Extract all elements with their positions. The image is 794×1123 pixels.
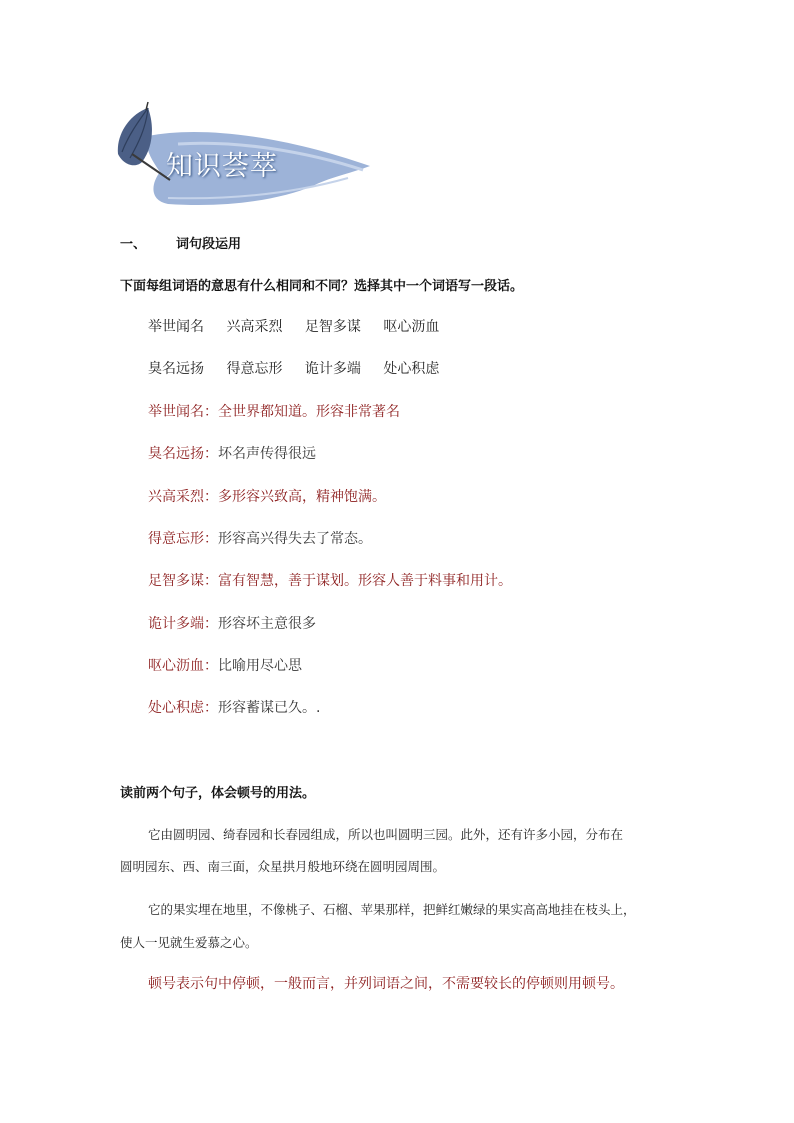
definition-term: 得意忘形： bbox=[148, 531, 218, 547]
word-item: 呕心沥血 bbox=[383, 319, 440, 335]
definition-term: 诡计多端： bbox=[148, 616, 218, 632]
section-banner bbox=[108, 96, 378, 216]
exercise-instruction: 读前两个句子，体会顿号的用法。 bbox=[120, 786, 316, 801]
word-group-row-2 bbox=[148, 358, 457, 378]
banner-title: 知识荟萃 bbox=[166, 151, 278, 182]
section-title: 词句段运用 bbox=[176, 237, 242, 252]
word-group-row-1 bbox=[148, 316, 457, 336]
word-item: 臭名远扬 bbox=[148, 361, 204, 377]
word-item: 处心积虑 bbox=[383, 361, 440, 377]
definition-term: 臭名远扬： bbox=[148, 446, 218, 462]
definition-term: 兴高采烈： bbox=[148, 489, 218, 505]
definition-meaning: 富有智慧，善于谋划。形容人善于料事和用计。 bbox=[218, 573, 512, 589]
example-sentence-line: 它的果实埋在地里，不像桃子、石榴、苹果那样，把鲜红嫩绿的果实高高地挂在枝头上， bbox=[148, 902, 636, 917]
word-item: 得意忘形 bbox=[226, 361, 283, 377]
word-item: 举世闻名 bbox=[148, 319, 204, 335]
word-item: 诡计多端 bbox=[304, 361, 361, 377]
definition-item bbox=[148, 528, 372, 548]
word-item: 兴高采烈 bbox=[226, 319, 283, 335]
definition-item bbox=[148, 570, 512, 590]
definition-term: 足智多谋： bbox=[148, 573, 218, 589]
definition-item bbox=[148, 401, 400, 421]
definition-term: 处心积虑： bbox=[148, 700, 218, 716]
definition-meaning: 坏名声传得很远 bbox=[218, 446, 316, 462]
definition-meaning: 形容坏主意很多 bbox=[218, 616, 316, 632]
example-sentence-line: 它由圆明园、绮春园和长春园组成，所以也叫圆明三园。此外，还有许多小园，分布在 bbox=[148, 827, 624, 842]
definition-term: 举世闻名： bbox=[148, 404, 218, 420]
definition-meaning: 多形容兴致高，精神饱满。 bbox=[218, 489, 386, 505]
exercise-instruction: 下面每组词语的意思有什么相同和不同？选择其中一个词语写一段话。 bbox=[120, 279, 524, 294]
example-sentence-line: 使人一见就生爱慕之心。 bbox=[120, 935, 258, 950]
definition-item bbox=[148, 613, 316, 633]
usage-summary: 顿号表示句中停顿，一般而言，并列词语之间，不需要较长的停顿则用顿号。 bbox=[148, 976, 624, 992]
definition-meaning: 全世界都知道。形容非常著名 bbox=[218, 404, 400, 420]
definition-item bbox=[148, 655, 302, 675]
definition-meaning: 形容蓄谋已久。. bbox=[218, 700, 321, 716]
word-item: 足智多谋 bbox=[304, 319, 361, 335]
definition-meaning: 形容高兴得失去了常态。 bbox=[218, 531, 372, 547]
definition-item bbox=[148, 697, 320, 717]
definition-item bbox=[148, 486, 386, 506]
example-sentence-line: 圆明园东、西、南三面，众星拱月般地环绕在圆明园周围。 bbox=[120, 859, 446, 874]
section-number: 一、 bbox=[120, 237, 147, 252]
definition-item bbox=[148, 443, 316, 463]
definition-term: 呕心沥血： bbox=[148, 658, 218, 674]
definition-meaning: 比喻用尽心思 bbox=[218, 658, 302, 674]
